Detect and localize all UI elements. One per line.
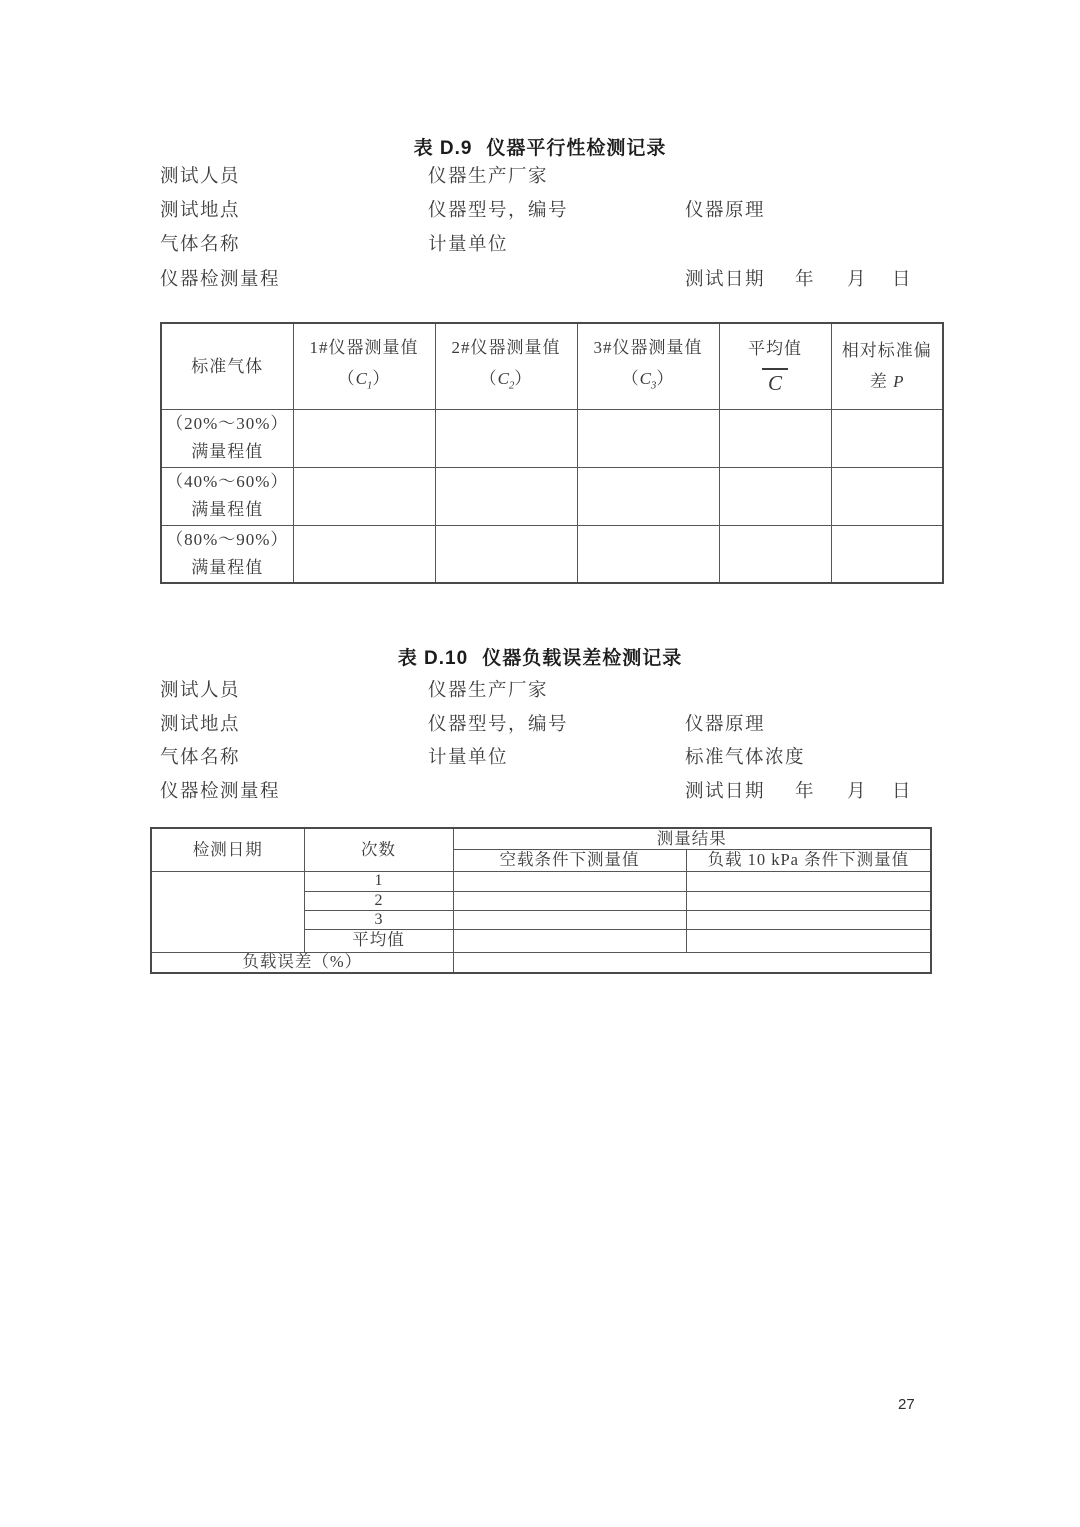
d9-test-date-label: 测试日期 (685, 270, 766, 290)
d9-gas-name-label: 气体名称 (160, 235, 241, 255)
empty-cell (453, 929, 686, 952)
header-meter-3: 3#仪器测量值 $(C_3)$ (577, 323, 719, 409)
empty-cell (719, 525, 831, 583)
d10-gas-name-label: 气体名称 (160, 748, 241, 768)
empty-cell (686, 891, 931, 910)
empty-cell (435, 525, 577, 583)
header-times: 次数 (304, 828, 453, 871)
header-result: 测量结果 (453, 828, 931, 849)
d9-day-label: 日 (892, 270, 913, 290)
parallelism-header-row (161, 323, 943, 409)
empty-cell (577, 409, 719, 467)
load-error-label: 负载误差（%） (151, 952, 453, 973)
row-label-80-90: （80%～90%） 满量程值 (161, 525, 293, 583)
empty-cell (435, 467, 577, 525)
empty-cell (577, 467, 719, 525)
table-row (151, 871, 931, 891)
table-d10-title (0, 643, 1080, 670)
empty-cell (453, 952, 931, 973)
empty-cell (577, 525, 719, 583)
times-1: 1 (304, 871, 453, 891)
page-number: 27 (898, 1396, 915, 1413)
empty-cell (453, 910, 686, 929)
d10-location-label: 测试地点 (160, 715, 241, 735)
d9-month-label: 月 (847, 270, 868, 290)
table-row (161, 467, 943, 525)
empty-cell (453, 871, 686, 891)
table-d9-title-text: 仪器平行性检测记录 (486, 138, 667, 159)
header-noload: 空载条件下测量值 (453, 849, 686, 871)
d9-principle-label: 仪器原理 (685, 201, 766, 221)
parallelism-table (160, 322, 944, 584)
d10-year-label: 年 (795, 782, 816, 802)
load-error-header-row-1 (151, 828, 931, 849)
header-rsd: 相对标准偏 差 P (831, 323, 943, 409)
d10-model-label: 仪器型号，编号 (428, 715, 569, 735)
empty-cell (293, 409, 435, 467)
empty-cell (686, 910, 931, 929)
table-d10-title-number: 表 D.10 (397, 648, 469, 669)
header-average: 平均值 C (719, 323, 831, 409)
d9-year-label: 年 (795, 270, 816, 290)
empty-cell (435, 409, 577, 467)
empty-cell (831, 409, 943, 467)
row-label-20-30: （20%～30%） 满量程值 (161, 409, 293, 467)
d10-test-date-label: 测试日期 (685, 782, 766, 802)
d10-range-label: 仪器检测量程 (160, 782, 281, 802)
c-bar-symbol: C (762, 368, 788, 395)
table-row (161, 409, 943, 467)
load-error-table (150, 827, 932, 974)
empty-cell (831, 525, 943, 583)
header-meter-1: 1#仪器测量值 $(C_1)$ (293, 323, 435, 409)
d9-tester-label: 测试人员 (160, 167, 241, 187)
d9-range-label: 仪器检测量程 (160, 270, 281, 290)
d10-unit-label: 计量单位 (428, 748, 509, 768)
header-detect-date: 检测日期 (151, 828, 304, 871)
empty-cell (686, 871, 931, 891)
empty-cell (293, 467, 435, 525)
times-2: 2 (304, 891, 453, 910)
table-d9-title-number: 表 D.9 (413, 138, 473, 159)
date-entry-cell (151, 871, 304, 952)
table-d9-title (0, 133, 1080, 160)
d10-tester-label: 测试人员 (160, 681, 241, 701)
load-error-row (151, 952, 931, 973)
empty-cell (293, 525, 435, 583)
d10-principle-label: 仪器原理 (685, 715, 766, 735)
empty-cell (831, 467, 943, 525)
table-d10-title-text: 仪器负载误差检测记录 (482, 648, 683, 669)
d9-location-label: 测试地点 (160, 201, 241, 221)
header-standard-gas: 标准气体 (161, 323, 293, 409)
d9-manufacturer-label: 仪器生产厂家 (428, 167, 549, 187)
d9-model-label: 仪器型号，编号 (428, 201, 569, 221)
d10-std-gas-conc-label: 标准气体浓度 (685, 748, 806, 768)
d9-unit-label: 计量单位 (428, 235, 509, 255)
d10-manufacturer-label: 仪器生产厂家 (428, 681, 549, 701)
empty-cell (719, 409, 831, 467)
header-load: 负载 10 kPa 条件下测量值 (686, 849, 931, 871)
empty-cell (686, 929, 931, 952)
row-label-40-60: （40%～60%） 满量程值 (161, 467, 293, 525)
table-row (161, 525, 943, 583)
d10-day-label: 日 (892, 782, 913, 802)
empty-cell (719, 467, 831, 525)
empty-cell (453, 891, 686, 910)
header-meter-2: 2#仪器测量值 $(C_2)$ (435, 323, 577, 409)
d10-month-label: 月 (847, 782, 868, 802)
times-average: 平均值 (304, 929, 453, 952)
times-3: 3 (304, 910, 453, 929)
